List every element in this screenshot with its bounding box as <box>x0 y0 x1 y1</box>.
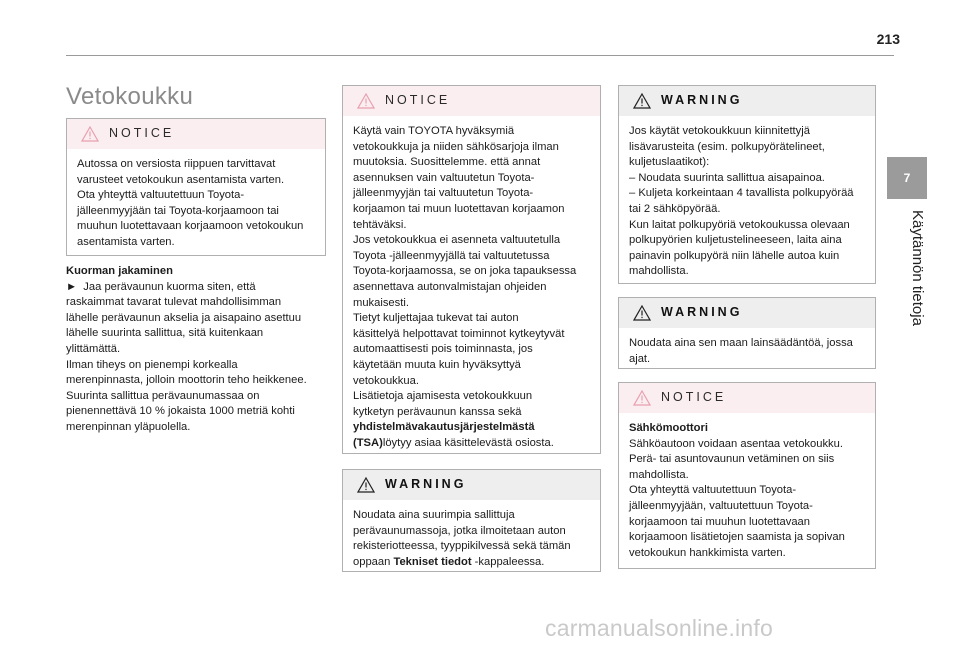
text-line: rekisteriotteessa, tyyppikilvessä sekä tämän <box>353 540 571 553</box>
text-line: Kun laitat polkupyöriä vetokoukussa olevaan <box>629 218 850 231</box>
text-fragment: Jaa perävaunun kuorma siten, että <box>83 280 256 293</box>
text-line: muuhun luotettavaan korjaamoon vetokoukun <box>77 220 304 233</box>
text-line <box>353 436 590 452</box>
text-line: mahdollista. <box>629 468 689 481</box>
text-line: Perä- tai asuntovaunun vetäminen on siis <box>629 453 835 466</box>
text-line: – Noudata suurinta sallittua aisapainoa. <box>629 171 825 184</box>
chapter-tab[interactable] <box>887 157 927 199</box>
text-line: korjaamoon lisätietojen saamista ja sopivan <box>629 531 845 544</box>
text-line: yhdistelmävakautusjärjestelmästä <box>353 421 535 434</box>
text-line: kuljetuslaatikot): <box>629 156 710 169</box>
chapter-number: 7 <box>903 171 911 185</box>
bullet-arrow-icon: ► <box>66 280 78 293</box>
text-line: mahdollista. <box>629 265 689 278</box>
text-line: asentamista varten. <box>77 235 175 248</box>
text-line: tehtäväksi. <box>353 218 407 231</box>
text-line: korjaamon tai muun luotettavan korjaamon <box>353 202 565 215</box>
text-line: Jos vetokoukkua ei asenneta valtuutetulla <box>353 234 561 247</box>
notice-triangle-icon <box>357 93 375 109</box>
text-line <box>353 555 590 571</box>
text-fragment: -kappaleessa. <box>471 555 545 568</box>
warning-label: WARNING <box>661 305 743 320</box>
text-line: merenpinnastа, jolloin moottorin teho heikkenee. <box>66 374 307 387</box>
warning-box-accessories <box>618 85 876 284</box>
text-line <box>66 280 336 296</box>
text-line: jälleenmyyjään tai Toyota-korjaamoon tai <box>77 204 279 217</box>
text-line: Ota yhteyttä valtuutettuun Toyota- <box>629 484 797 497</box>
text-line: Tietyt kuljettajaa tukevat tai auton <box>353 312 519 325</box>
notice-triangle-icon <box>81 126 99 142</box>
text-line: tai 2 sähköpyörää. <box>629 202 721 215</box>
text-line: Jos käytät vetokoukkuun kiinnitettyjä <box>629 125 810 137</box>
notice-header <box>67 119 325 149</box>
text-line: ylittämättä. <box>66 342 121 355</box>
watermark: carmanualsonline.info <box>545 615 773 641</box>
text-line: Sähköautoon voidaan asentaa vetokoukku. <box>629 437 843 450</box>
warning-header <box>619 298 875 328</box>
notice-label: NOTICE <box>109 126 175 141</box>
text-line: raskaimmat tavarat tulevat mahdollisimman <box>66 296 282 309</box>
warning-triangle-icon <box>357 477 375 493</box>
warning-triangle-icon <box>633 305 651 321</box>
text-line: Suurinta sallittua perävaunumassaa on <box>66 389 260 402</box>
text-line: käytetään muuta kuin hyväksyttyä <box>353 358 521 371</box>
chapter-title: Käytännön tietoja <box>909 210 926 326</box>
text-line: varusteet vetokoukun asentamista varten. <box>77 173 285 186</box>
notice-body <box>67 149 325 259</box>
page-number: 213 <box>876 31 900 47</box>
text-line: käsittelyä helpottavat toiminnot kytkeytyvät <box>353 327 565 340</box>
text-line: Noudata aina sen maan lainsäädäntöä, jossa <box>629 337 853 349</box>
load-heading: Kuorman jakaminen <box>66 265 173 277</box>
text-line: painavin polkupyörä niin lähelle autoa kuin <box>629 249 840 262</box>
text-line: lisävarusteita (esim. polkupyörätelineet, <box>629 140 825 153</box>
text-fragment: Tekniset tiedot <box>393 555 472 568</box>
warning-body <box>343 500 600 578</box>
warning-triangle-icon <box>633 93 651 109</box>
text-line: asennettava autonvalmistajan ohjeiden <box>353 280 547 293</box>
text-line: jälleenmyyjän tai valtuutetun Toyota- <box>353 187 534 200</box>
warning-header <box>619 86 875 116</box>
warning-body <box>619 116 875 288</box>
text-line: asennuksen vain valtuutetun Toyota- <box>353 171 535 184</box>
notice-body <box>619 413 875 569</box>
text-line: perävaunumassoja, jotka ilmoitetaan auton <box>353 524 566 537</box>
text-line: korjaamoon tai muuhun luotettavaan <box>629 515 810 528</box>
text-line: pienennettävä 10 % jokaista 1000 metriä kohti <box>66 405 295 418</box>
text-line: kytketyn perävaunun kanssa sekä <box>353 405 522 418</box>
text-fragment: (TSA) <box>353 436 383 449</box>
warning-body <box>619 328 875 375</box>
text-line: Ilman tiheys on pienempi korkealla <box>66 358 238 371</box>
section-title: Vetokoukku <box>66 83 194 110</box>
text-line: Käytä vain TOYOTA hyväksymiä <box>353 125 515 137</box>
notice-box-electric-motor <box>618 382 876 569</box>
text-line: muutoksia. Suosittelemme. että annat <box>353 156 541 169</box>
text-line: polkupyörien kuljetustelineeseen, laita aina <box>629 234 842 247</box>
notice-subheading: Sähkömoottori <box>629 422 708 434</box>
warning-box-trailer-mass <box>342 469 601 572</box>
text-line: Toyota -jälleenmyyjällä tai valtuutetussa <box>353 249 550 262</box>
text-line: lähelle perävaunun akselia ja aisapaino asettuu <box>66 311 302 324</box>
text-line: Noudata aina suurimpia sallittuja <box>353 509 515 521</box>
warning-box-legislation <box>618 297 876 369</box>
load-distribution-section <box>66 264 336 436</box>
text-line: Lisätietoja ajamisesta vetokoukkuun <box>353 390 533 403</box>
text-line: Autossa on versiosta riippuen tarvittavat <box>77 158 276 170</box>
text-line: lähelle suurinta sallittua, sitä kuitenkaan <box>66 327 264 340</box>
text-fragment: löytyy asiaa käsittelevästä osiosta. <box>382 436 554 449</box>
text-line: Toyota-korjaamossa, se on joka tapauksessa <box>353 265 577 278</box>
text-line: vetokoukun hankkimista varten. <box>629 546 786 559</box>
text-line: mukaisesti. <box>353 296 409 309</box>
text-line: jälleenmyyjään, valtuutettuun Toyota- <box>629 499 813 512</box>
notice-triangle-icon <box>633 390 651 406</box>
notice-box-trailer-prep <box>66 118 326 256</box>
top-divider <box>66 55 894 56</box>
text-line: vetokoukkua. <box>353 374 419 387</box>
warning-header <box>343 470 600 500</box>
notice-label: NOTICE <box>661 390 727 405</box>
text-fragment: oppaan <box>353 555 394 568</box>
notice-box-approved-towbar <box>342 85 601 454</box>
notice-header <box>343 86 600 116</box>
text-line: ajat. <box>629 352 651 365</box>
notice-header <box>619 383 875 413</box>
text-line: Ota yhteyttä valtuutettuun Toyota- <box>77 189 245 202</box>
warning-label: WARNING <box>661 93 743 108</box>
notice-label: NOTICE <box>385 93 451 108</box>
notice-body <box>343 116 600 459</box>
text-line: vetokoukkuja ja niiden sähkösarjoja ilman <box>353 140 559 153</box>
text-line: merenpinnan yläpuolella. <box>66 420 191 433</box>
text-line: automaattisesti pois toiminnasta, jos <box>353 343 533 356</box>
text-line: – Kuljeta korkeintaan 4 tavallista polkupyörää <box>629 187 854 200</box>
warning-label: WARNING <box>385 477 467 492</box>
